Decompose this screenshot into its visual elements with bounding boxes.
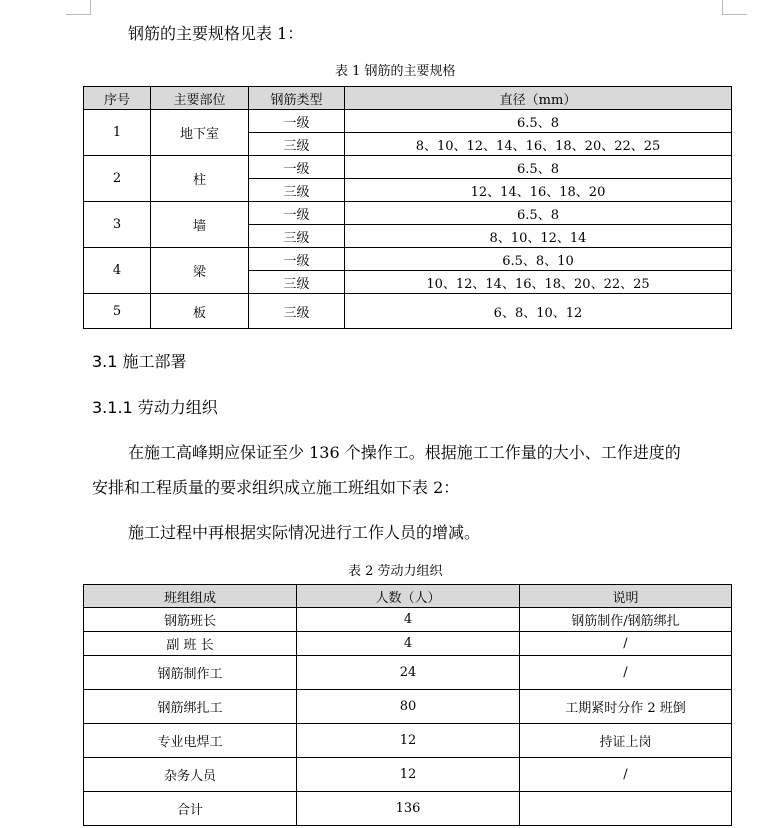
note-cell — [520, 792, 732, 826]
part-cell: 地下室 — [151, 110, 249, 156]
note-cell: / — [520, 656, 732, 690]
header-cell: 班组组成 — [84, 585, 297, 608]
table-row — [84, 632, 732, 656]
note-cell: 工期紧时分作 2 班倒 — [520, 690, 732, 724]
count-cell: 4 — [297, 632, 520, 656]
serial-cell: 4 — [84, 248, 151, 294]
table-row — [84, 110, 732, 133]
diameter-cell: 8、10、12、14 — [345, 225, 732, 248]
note-cell: / — [520, 758, 732, 792]
note-cell: 持证上岗 — [520, 724, 732, 758]
serial-cell: 1 — [84, 110, 151, 156]
note-cell: 钢筋制作/钢筋绑扎 — [520, 608, 732, 632]
table-row — [84, 294, 732, 329]
header-cell: 直径（mm） — [345, 87, 732, 110]
diameter-cell: 8、10、12、14、16、18、20、22、25 — [345, 133, 732, 156]
header-cell: 说明 — [520, 585, 732, 608]
count-cell: 24 — [297, 656, 520, 690]
diameter-cell: 6.5、8 — [345, 110, 732, 133]
paragraph-line: 安排和工程质量的要求组织成立施工班组如下表 2： — [92, 478, 460, 497]
table-row — [84, 202, 732, 225]
intro-text: 钢筋的主要规格见表 1： — [128, 24, 304, 43]
count-cell: 136 — [297, 792, 520, 826]
header-cell: 人数（人） — [297, 585, 520, 608]
team-cell: 钢筋制作工 — [84, 656, 297, 690]
team-cell: 副 班 长 — [84, 632, 297, 656]
table1-caption: 表 1 钢筋的主要规格 — [335, 64, 456, 79]
diameter-cell: 12、14、16、18、20 — [345, 179, 732, 202]
type-cell: 一级 — [249, 156, 345, 179]
table-row — [84, 724, 732, 758]
count-cell: 4 — [297, 608, 520, 632]
part-cell: 柱 — [151, 156, 249, 202]
labor-organization-table — [83, 584, 732, 826]
subsection-heading: 3.1.1 劳动力组织 — [92, 398, 218, 417]
type-cell: 一级 — [249, 202, 345, 225]
page-corner-mark-left — [66, 0, 91, 15]
paragraph-line: 施工过程中再根据实际情况进行工作人员的增减。 — [128, 523, 481, 542]
paragraph-line: 在施工高峰期应保证至少 136 个操作工。根据施工工作量的大小、工作进度的 — [128, 443, 681, 462]
header-cell: 主要部位 — [151, 87, 249, 110]
serial-cell: 2 — [84, 156, 151, 202]
count-cell: 12 — [297, 758, 520, 792]
diameter-cell: 6.5、8、10 — [345, 248, 732, 271]
serial-cell: 3 — [84, 202, 151, 248]
table-row — [84, 608, 732, 632]
table-row-total — [84, 792, 732, 826]
header-cell: 钢筋类型 — [249, 87, 345, 110]
type-cell: 三级 — [249, 294, 345, 329]
diameter-cell: 6、8、10、12 — [345, 294, 732, 329]
note-cell: / — [520, 632, 732, 656]
team-cell: 钢筋班长 — [84, 608, 297, 632]
table-row — [84, 656, 732, 690]
diameter-cell: 10、12、14、16、18、20、22、25 — [345, 271, 732, 294]
type-cell: 三级 — [249, 225, 345, 248]
section-heading: 3.1 施工部署 — [92, 352, 187, 371]
diameter-cell: 6.5、8 — [345, 156, 732, 179]
table-row — [84, 248, 732, 271]
header-cell: 序号 — [84, 87, 151, 110]
team-cell: 合计 — [84, 792, 297, 826]
team-cell: 钢筋绑扎工 — [84, 690, 297, 724]
serial-cell: 5 — [84, 294, 151, 329]
team-cell: 专业电焊工 — [84, 724, 297, 758]
table1-header-row — [84, 87, 732, 110]
table2-header-row — [84, 585, 732, 608]
type-cell: 一级 — [249, 248, 345, 271]
diameter-cell: 6.5、8 — [345, 202, 732, 225]
table-row — [84, 156, 732, 179]
table-row — [84, 758, 732, 792]
type-cell: 三级 — [249, 133, 345, 156]
rebar-spec-table — [83, 86, 732, 329]
type-cell: 三级 — [249, 271, 345, 294]
type-cell: 一级 — [249, 110, 345, 133]
table-row — [84, 690, 732, 724]
team-cell: 杂务人员 — [84, 758, 297, 792]
part-cell: 梁 — [151, 248, 249, 294]
part-cell: 墙 — [151, 202, 249, 248]
count-cell: 12 — [297, 724, 520, 758]
count-cell: 80 — [297, 690, 520, 724]
type-cell: 三级 — [249, 179, 345, 202]
page-corner-mark-right — [722, 0, 747, 15]
part-cell: 板 — [151, 294, 249, 329]
table2-caption: 表 2 劳动力组织 — [348, 564, 443, 579]
